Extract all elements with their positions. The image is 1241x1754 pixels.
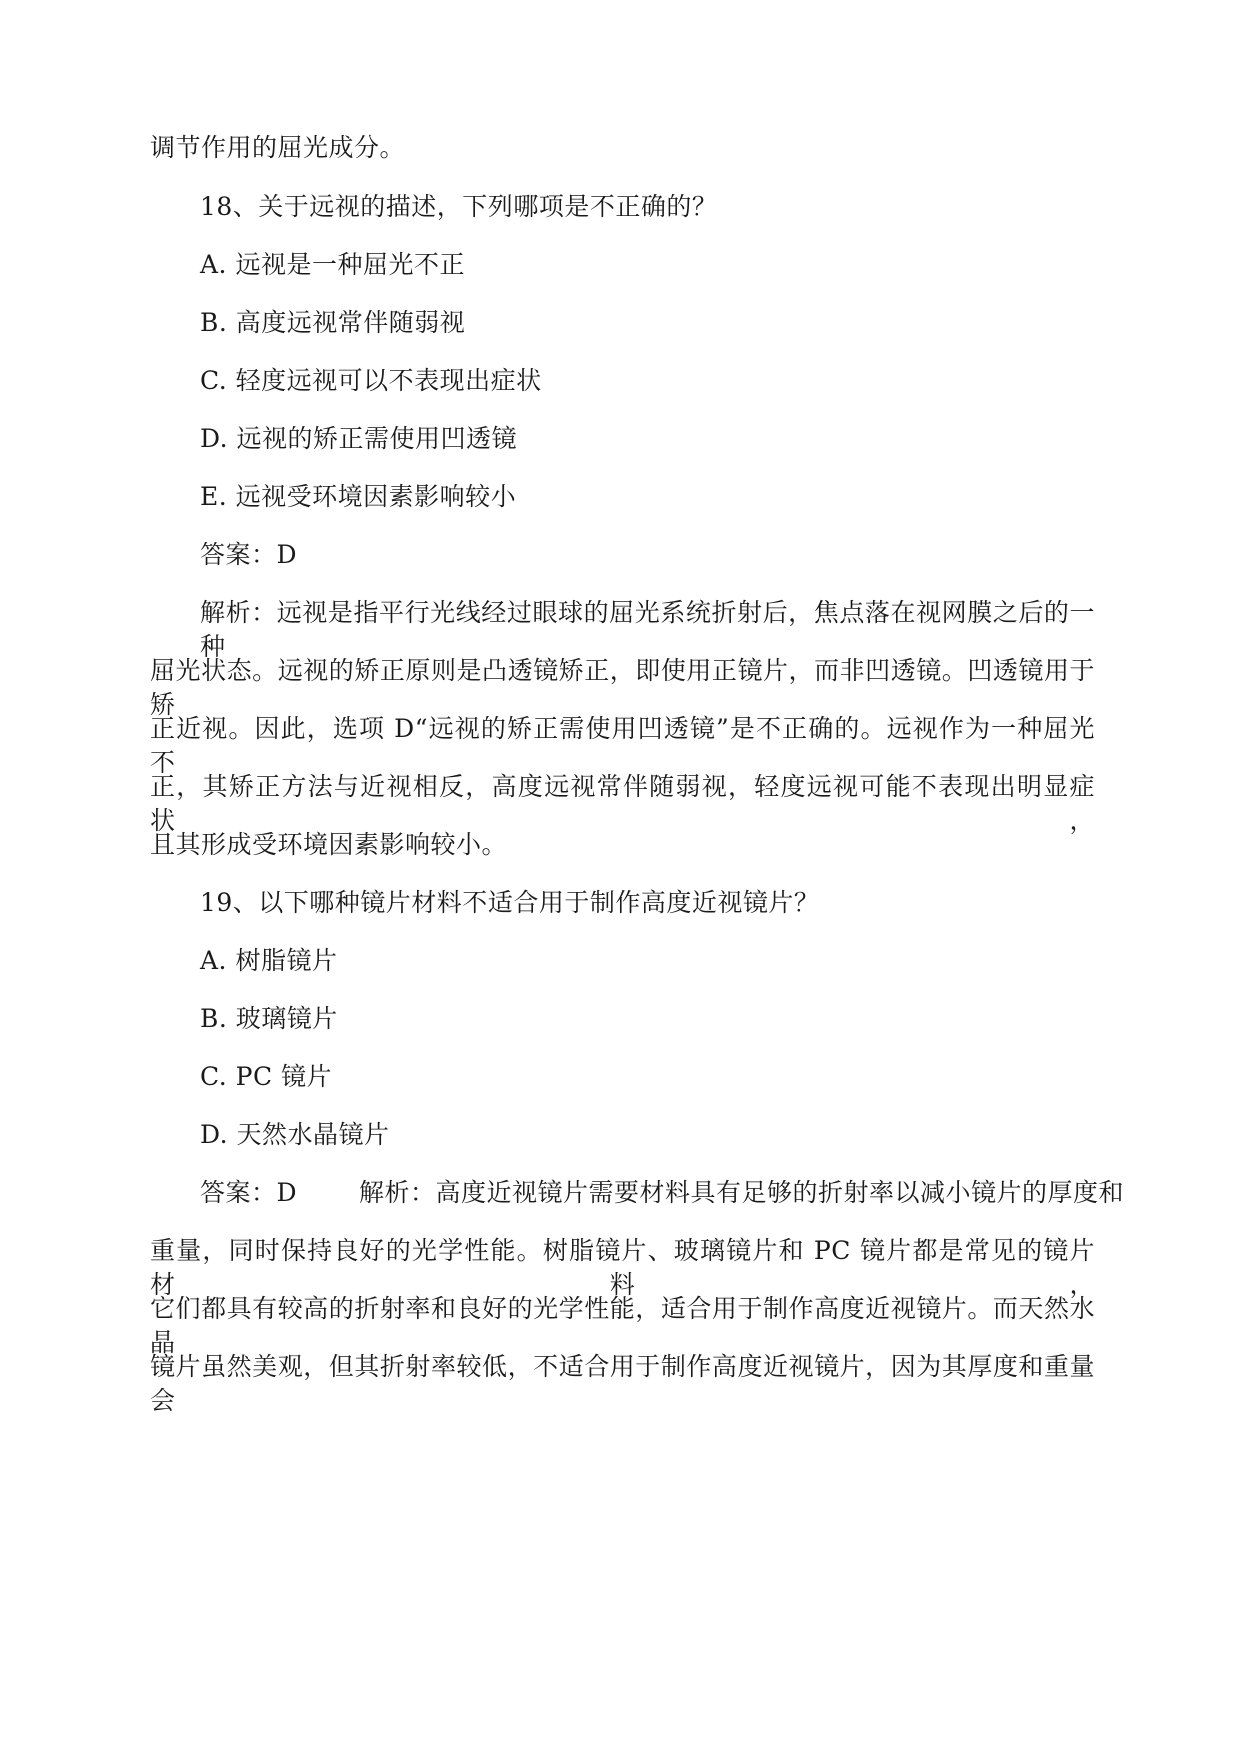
- q18-analysis-line: 正近视。因此，选项 D“远视的矫正需使用凹透镜”是不正确的。远视作为一种屈光不: [150, 714, 1095, 777]
- question-19: 19、以下哪种镜片材料不适合用于制作高度近视镜片？: [200, 888, 820, 917]
- q18-option-d: D. 远视的矫正需使用凹透镜: [200, 424, 518, 453]
- q18-option-a: A. 远视是一种屈光不正: [200, 250, 465, 279]
- q18-answer: 答案：D: [200, 540, 298, 569]
- q19-option-c: C. PC 镜片: [200, 1062, 333, 1091]
- q18-analysis-line: 且其形成受环境因素影响较小。: [150, 830, 508, 859]
- q18-option-b: B. 高度远视常伴随弱视: [200, 308, 466, 337]
- q18-analysis-line: 正，其矫正方法与近视相反，高度远视常伴随弱视，轻度远视可能不表现出明显症状，: [150, 772, 1095, 835]
- question-18: 18、关于远视的描述，下列哪项是不正确的？: [200, 192, 718, 221]
- q18-option-c: C. 轻度远视可以不表现出症状: [200, 366, 542, 395]
- q19-analysis-line: 它们都具有较高的折射率和良好的光学性能，适合用于制作高度近视镜片。而天然水晶: [150, 1294, 1095, 1357]
- q18-analysis-line: 解析：远视是指平行光线经过眼球的屈光系统折射后，焦点落在视网膜之后的一种: [200, 598, 1095, 661]
- q19-answer-row: [200, 1176, 1124, 1210]
- q19-answer: 答案：D: [200, 1178, 298, 1207]
- q19-option-a: A. 树脂镜片: [200, 946, 338, 975]
- q19-analysis-line: 镜片虽然美观，但其折射率较低，不适合用于制作高度近视镜片，因为其厚度和重量会: [150, 1352, 1095, 1415]
- q18-analysis-line: 屈光状态。远视的矫正原则是凸透镜矫正，即使用正镜片，而非凹透镜。凹透镜用于矫: [150, 656, 1095, 719]
- q19-option-d: D. 天然水晶镜片: [200, 1120, 390, 1149]
- continuation-line: 调节作用的屈光成分。: [150, 133, 406, 162]
- q19-analysis-line: 重量，同时保持良好的光学性能。树脂镜片、玻璃镜片和 PC 镜片都是常见的镜片材料，: [150, 1236, 1095, 1299]
- q19-analysis-first: 解析：高度近视镜片需要材料具有足够的折射率以减小镜片的厚度和: [359, 1178, 1125, 1207]
- q19-option-b: B. 玻璃镜片: [200, 1004, 338, 1033]
- q18-option-e: E. 远视受环境因素影响较小: [200, 482, 517, 511]
